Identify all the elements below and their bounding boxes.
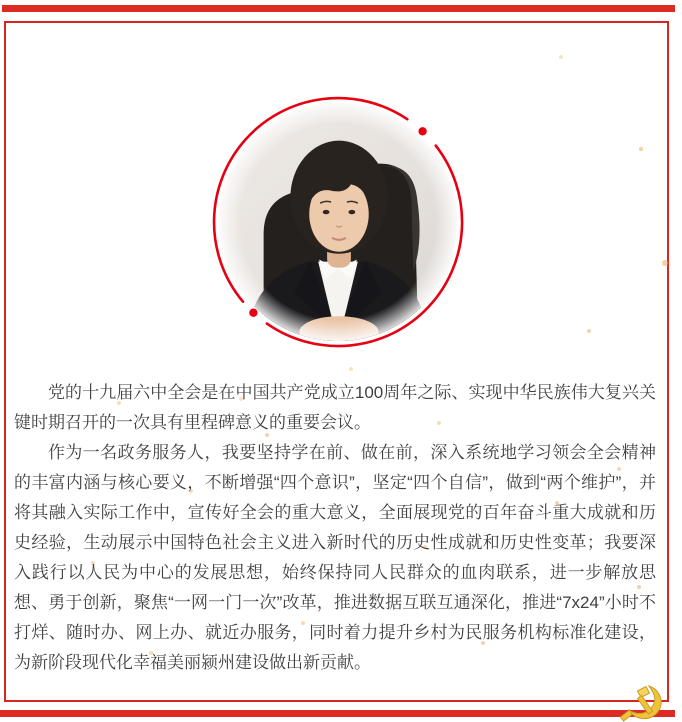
paper-speckles: [0, 0, 2, 2]
paragraph-1: 党的十九届六中全会是在中国共产党成立100周年之际、实现中华民族伟大复兴关键时期召开的一次具有里程碑意义的重要会议。: [14, 383, 656, 432]
party-emblem-icon: [616, 684, 666, 722]
top-red-rule: [2, 5, 675, 12]
article-body: [14, 378, 656, 678]
paragraph-2: 作为一名政务服务人，我要坚持学在前、做在前，深入系统地学习领会全会精神的丰富内涵与核心要义，不断增强“四个意识”，坚定“四个自信”，做到“两个维护”，并将其融入实际工作中，宣传好全会的重大意义，全面展现党的百年奋斗重大成就和历史经验，生动展示中国特色社会主义进入新时代的历史性成就和历史性变革；我要深入践行以人民为中心的发展思想，始终保持同人民群众的血肉联系，进一步解放思想、勇于创新，聚焦“一网一门一次”改革，推进数据互联互通深化，推进“7x24”小时不打烊、随时办、网上办、就近办服务，同时着力提升乡村为民服务机构标准化建设，为新阶段现代化幸福美丽颍州建设做出新贡献。: [14, 443, 656, 672]
bottom-red-rule: [0, 710, 675, 717]
broken-circle-decor-icon: [206, 90, 470, 354]
